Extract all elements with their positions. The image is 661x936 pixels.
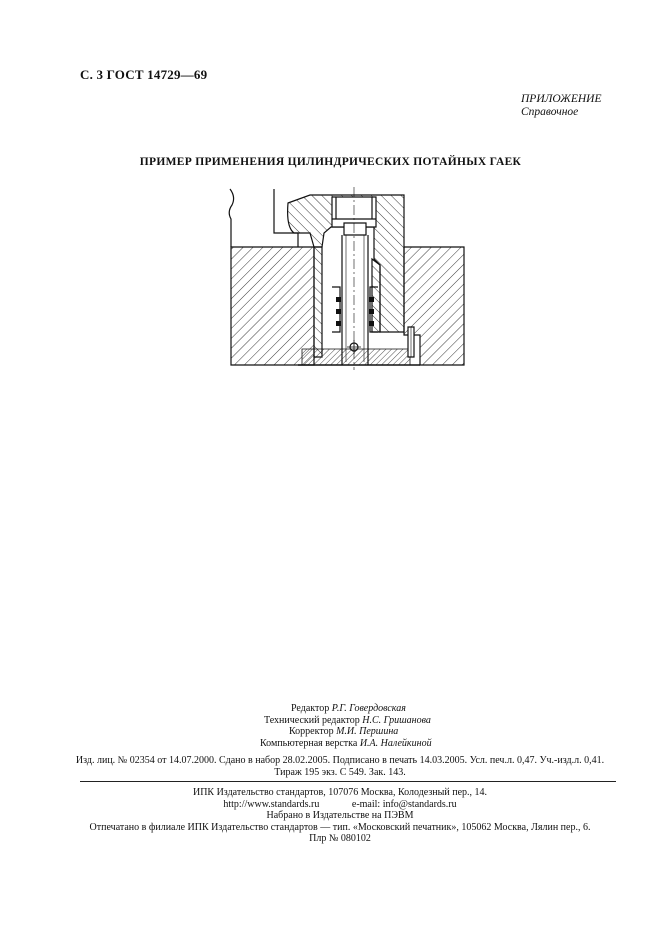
tech-editor-role: Технический редактор — [264, 714, 360, 726]
appendix-type: Справочное — [521, 106, 579, 118]
corrector-row — [236, 726, 436, 738]
layout-role: Компьютерная верстка — [260, 737, 358, 749]
publisher-line-4: Отпечатано в филиале ИПК Издательство стандартов — тип. «Московский печатник», 105062 Москва, Лялин пер., 6. — [89, 821, 591, 833]
layout-name: И.А. Налейкиной — [359, 737, 432, 749]
imprint-block — [60, 755, 620, 779]
credits-block — [236, 703, 436, 749]
imprint-line-1: Изд. лиц. № 02354 от 14.07.2000. Сдано в набор 28.02.2005. Подписано в печать 14.03.2005. Усл. печ.л. 0,47. Уч.-изд.л. 0,41. — [75, 755, 605, 766]
publisher-line-5: Плр № 080102 — [309, 833, 371, 844]
appendix-label — [521, 93, 601, 119]
nut-assembly-drawing — [214, 187, 470, 372]
publisher-line-1: ИПК Издательство стандартов, 107076 Москва, Колодезный пер., 14. — [192, 787, 488, 798]
tech-editor-name: Н.С. Гришанова — [362, 714, 431, 726]
page-header: С. 3 ГОСТ 14729—69 — [80, 67, 208, 82]
divider — [80, 781, 616, 782]
tech-editor-row — [236, 715, 436, 727]
corrector-name: М.И. Першина — [336, 726, 399, 737]
layout-row — [236, 738, 436, 750]
corrector-role: Корректор — [289, 726, 334, 737]
publisher-block — [60, 787, 620, 845]
editor-row — [236, 703, 436, 715]
appendix-title: ПРИЛОЖЕНИЕ — [521, 93, 602, 105]
imprint-line-2: Тираж 195 экз. С 549. Зак. 143. — [274, 767, 406, 778]
editor-name: Р.Г. Говердовская — [331, 703, 406, 714]
page-title: ПРИМЕР ПРИМЕНЕНИЯ ЦИЛИНДРИЧЕСКИХ ПОТАЙНЫХ ГАЕК — [139, 156, 522, 168]
publisher-line-2: http://www.standards.ru e-mail: info@standards.ru — [223, 798, 457, 810]
editor-role: Редактор — [291, 703, 330, 714]
publisher-line-3: Набрано в Издательстве на ПЭВМ — [266, 810, 414, 821]
